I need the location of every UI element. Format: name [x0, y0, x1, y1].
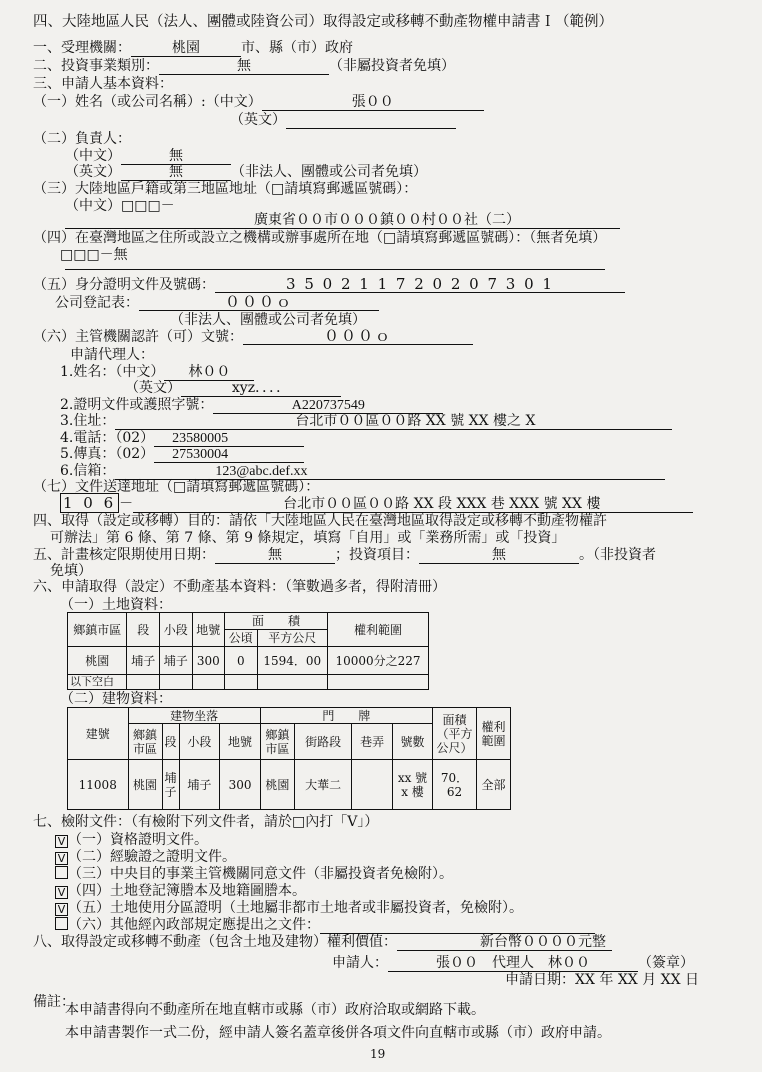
land-table — [67, 612, 429, 690]
attachment-item-1 — [55, 832, 208, 848]
bldg-header-location: 建物坐落 — [128, 708, 260, 724]
mainland-address-value[interactable]: 廣東省００市０００鎮００村００社（二） — [65, 213, 620, 229]
delivery-address-label: （七）文件送達地址（□請填寫郵遞區號碼）： — [33, 479, 320, 495]
taiwan-address-value[interactable]: □□□－無 — [60, 247, 128, 263]
responsible-zh-row — [65, 148, 231, 165]
agent-tel-value[interactable]: 23580005 — [154, 431, 304, 447]
attachment-text-3: （三）中央目的事業主管機關同意文件（非屬投資者免檢附）。 — [68, 866, 453, 882]
responsible-zh-label: （中文） — [65, 148, 121, 164]
land-cell-hectare: 0 — [225, 647, 258, 675]
company-registration-value[interactable]: ０００ｏ — [139, 295, 379, 311]
permit-number-value[interactable]: ０００ｏ — [243, 329, 473, 345]
taiwan-address-label: （四）在臺灣地區之住所或設立之機構或辦事處所在地（□請填寫郵遞區號碼）：（無者免填） — [33, 230, 607, 246]
agent-mail-value[interactable]: 123@abc.def.xx — [115, 464, 665, 480]
land-cell-lot: 300 — [192, 647, 225, 675]
page-number: 19 — [370, 1047, 386, 1061]
authority-value[interactable]: 桃園 — [131, 41, 241, 57]
rights-value-value[interactable]: 新台幣００００元整 — [397, 935, 612, 951]
business-type-value[interactable]: 無 — [159, 59, 329, 75]
land-header-subsection: 小段 — [159, 613, 192, 647]
land-header-district: 鄉鎮市區 — [68, 613, 127, 647]
agent-name-label: 1.姓名：（中文） — [60, 364, 165, 380]
notes-label: 備註： — [33, 994, 75, 1010]
responsible-person-label: （二）負責人： — [33, 131, 131, 147]
business-type-label: 二、投資事業類別： — [33, 58, 159, 74]
bldg-cell-district: 桃園 — [128, 760, 162, 810]
attachment-checkbox-6[interactable] — [55, 917, 68, 930]
bldg-cell-area: 70．62 — [433, 760, 477, 810]
mainland-address-label: （三）大陸地區戶籍或第三地區地址（□請填寫郵遞區號碼）： — [33, 181, 418, 197]
delivery-zip[interactable]: 1 0 6 — [60, 493, 119, 513]
signature-row — [332, 955, 694, 972]
land-cell-rights: 10000分之227 — [327, 647, 428, 675]
agent-fax-value[interactable]: 27530004 — [154, 447, 304, 463]
attachment-item-3 — [55, 866, 453, 882]
notes-line-1: 本申請書得向不動產所在地直轄市或縣（市）政府洽取或網路下載。 — [65, 1002, 485, 1018]
agent-name-zh[interactable]: 林００ — [164, 365, 254, 381]
attachment-text-4: （四）土地登記簿謄本及地籍圖謄本。 — [68, 883, 306, 899]
applicant-name-en[interactable] — [286, 113, 456, 129]
delivery-address-row: 1 0 6 － 台北市００區００路 XX 段 XXX 巷 XXX 號 XX 樓 — [60, 495, 693, 513]
responsible-en-row — [65, 164, 427, 181]
attachment-item-2 — [55, 849, 236, 865]
agent-id-value[interactable]: A220737549 — [213, 398, 443, 414]
company-registration-label: 公司登記表： — [55, 295, 139, 311]
rights-value-row — [33, 934, 612, 951]
taiwan-address-line — [65, 258, 605, 270]
permit-number-label: （六）主管機關認許（可）文號： — [33, 329, 243, 345]
applicant-name-label: （一）姓名（或公司名稱）:（中文） — [33, 94, 262, 110]
attachment-other-line[interactable] — [320, 918, 595, 934]
land-header-lot: 地號 — [192, 613, 225, 647]
agent-address-label: 3.住址： — [60, 413, 116, 429]
company-registration-note: （非法人、團體或公司者免填） — [170, 312, 366, 328]
application-date-label: 申請日期： — [505, 972, 575, 988]
business-type-note: （非屬投資者免填） — [329, 58, 455, 74]
agent-name-en[interactable]: xyz．．．． — [181, 381, 341, 397]
investment-item-value[interactable]: 無 — [419, 548, 579, 564]
land-cell-blank-note: 以下空白 — [68, 675, 127, 690]
section-1-authority — [33, 40, 353, 57]
section-2-business-type — [33, 58, 455, 75]
land-header-sqm: 平方公尺 — [257, 630, 327, 647]
bldg-cell-lane — [352, 760, 393, 810]
responsible-en-value[interactable]: 無 — [121, 165, 231, 181]
land-data-label: （一）土地資料： — [60, 597, 172, 613]
property-data-label: 六、申請取得（設定）不動產基本資料：（筆數過多者，得附清冊） — [33, 579, 446, 595]
attachment-checkbox-3[interactable] — [55, 866, 68, 879]
agent-mail-label: 6.信箱： — [60, 463, 116, 479]
agent-id-row — [60, 397, 443, 414]
mainland-address-zh-label: （中文）□□□－ — [65, 198, 175, 214]
agent-label: 申請代理人： — [70, 347, 154, 363]
agent-tel-label: 4.電話：（02） — [60, 430, 155, 446]
form-title: 四、大陸地區人民（法人、團體或陸資公司）取得設定或移轉不動產物權申請書Ｉ（範例） — [33, 14, 613, 30]
attachment-checkbox-5[interactable]: V — [55, 903, 68, 916]
bldg-header-number: 建號 — [68, 708, 129, 760]
bldg-cell-rights: 全部 — [477, 760, 511, 810]
bldg-header-lot: 地號 — [220, 724, 261, 760]
applicant-sign-label: 申請人： — [332, 955, 388, 971]
bldg-header-rights: 權利範圍 — [477, 708, 511, 760]
agent-fax-row — [60, 446, 304, 463]
bldg-cell-street: 大華二 — [294, 760, 351, 810]
building-data-label: （二）建物資料： — [60, 691, 172, 707]
attachment-item-4 — [55, 883, 306, 899]
responsible-en-label: （英文） — [65, 164, 121, 180]
land-cell-sqm: 1594．00 — [257, 647, 327, 675]
investment-item-label: ；投資項目： — [335, 547, 419, 563]
applicant-name-en-row — [230, 112, 456, 129]
bldg-cell-door-district: 桃園 — [260, 760, 294, 810]
bldg-header-door-district: 鄉鎮市區 — [260, 724, 294, 760]
land-header-rights: 權利範圍 — [327, 613, 428, 647]
investment-note: 。（非投資者 — [579, 547, 656, 563]
responsible-note: （非法人、團體或公司者免填） — [231, 164, 427, 180]
bldg-cell-number: 11008 — [68, 760, 129, 810]
agent-name-en-row — [125, 380, 341, 397]
attachment-text-2: （二）經驗證之證明文件。 — [68, 849, 236, 865]
application-date-value[interactable]: XX 年 XX 月 XX 日 — [575, 972, 700, 988]
agent-tel-row — [60, 430, 304, 447]
application-date-row — [505, 972, 699, 988]
authority-suffix: 市、縣（市）政府 — [241, 40, 353, 56]
responsible-zh-value[interactable]: 無 — [121, 149, 231, 165]
id-document-value[interactable]: 3 5 0 2 1 1 7 2 0 2 0 7 3 0 1 — [215, 277, 625, 293]
land-cell-subsection: 埔子 — [159, 647, 192, 675]
attachment-checkbox-2[interactable]: V — [55, 852, 68, 865]
bldg-header-area: 面積（平方公尺） — [433, 708, 477, 760]
bldg-header-street: 街路段 — [294, 724, 351, 760]
notes-line-2: 本申請書製作一式二份，經申請人簽名蓋章後併各項文件向直轄市或縣（市）政府申請。 — [65, 1025, 611, 1041]
purpose-line-2: 可辦法」第 6 條、第 7 條、第 9 條規定，填寫「自用」或「業務所需」或「投資」 — [50, 530, 566, 546]
bldg-header-lane: 巷弄 — [352, 724, 393, 760]
applicant-name-zh[interactable]: 張００ — [262, 95, 484, 111]
land-cell-district: 桃園 — [68, 647, 127, 675]
land-cell-section: 埔子 — [127, 647, 160, 675]
land-header-area: 面 積 — [225, 613, 328, 630]
attachment-text-6: （六）其他經內政部規定應提出之文件： — [68, 917, 320, 933]
attachment-checkbox-1[interactable]: V — [55, 835, 68, 848]
land-header-section: 段 — [127, 613, 160, 647]
agent-name-zh-row — [60, 364, 254, 381]
id-document-row — [33, 277, 625, 293]
attachment-text-5: （五）土地使用分區證明（土地屬非都市土地者或非屬投資者，免檢附）。 — [68, 900, 523, 916]
bldg-header-doorplate: 門 牌 — [260, 708, 432, 724]
bldg-header-house-no: 號數 — [393, 724, 433, 760]
permit-number-row — [33, 329, 473, 345]
bldg-header-district: 鄉鎮市區 — [128, 724, 162, 760]
bldg-header-subsection: 小段 — [179, 724, 220, 760]
bldg-cell-subsection: 埔子 — [179, 760, 220, 810]
usage-period-row — [33, 547, 656, 564]
attachment-text-1: （一）資格證明文件。 — [68, 832, 208, 848]
applicant-name-row — [33, 94, 484, 111]
seal-label: （簽章） — [638, 955, 694, 971]
bldg-cell-lot: 300 — [220, 760, 261, 810]
bldg-cell-section: 埔子 — [162, 760, 179, 810]
mainland-address-row — [65, 212, 620, 229]
agent-name-en-label: （英文） — [125, 380, 181, 396]
land-header-hectare: 公頃 — [225, 630, 258, 647]
delivery-address-value[interactable]: 台北市００區００路 XX 段 XXX 巷 XXX 號 XX 樓 — [133, 497, 693, 513]
usage-period-value[interactable]: 無 — [215, 548, 335, 564]
bldg-header-section: 段 — [162, 724, 179, 760]
rights-value-label: 八、取得設定或移轉不動產（包含土地及建物）權利價值： — [33, 934, 397, 950]
attachment-item-5 — [55, 900, 523, 916]
investment-note-2: 免填） — [50, 563, 92, 579]
bldg-cell-house-no: xx 號 x 樓 — [393, 760, 433, 810]
agent-address-value[interactable]: 台北市００區００路 XX 號 XX 樓之 X — [115, 414, 672, 430]
usage-period-label: 五、計畫核定限期使用日期： — [33, 547, 215, 563]
company-registration-row — [55, 295, 379, 311]
authority-label: 一、受理機關： — [33, 40, 131, 56]
agent-id-label: 2.證明文件或護照字號： — [60, 397, 214, 413]
section-3-applicant-heading: 三、申請人基本資料： — [33, 76, 173, 92]
agent-fax-label: 5.傳真：（02） — [60, 446, 155, 462]
purpose-line-1: 四、取得（設定或移轉）目的：請依「大陸地區人民在臺灣地區取得設定或移轉不動產物權許 — [33, 513, 607, 529]
agent-address-row — [60, 413, 672, 430]
id-document-label: （五）身分證明文件及號碼： — [33, 277, 215, 293]
attachment-item-6 — [55, 917, 595, 934]
agent-mail-row — [60, 463, 665, 480]
applicant-sign-value[interactable]: 張００ 代理人 林００ — [388, 956, 638, 972]
applicant-name-en-label: （英文） — [230, 112, 286, 128]
building-table — [67, 707, 511, 810]
attachment-checkbox-4[interactable]: V — [55, 886, 68, 899]
attachments-label: 七、檢附文件：（有檢附下列文件者，請於□內打「V」） — [33, 814, 379, 830]
